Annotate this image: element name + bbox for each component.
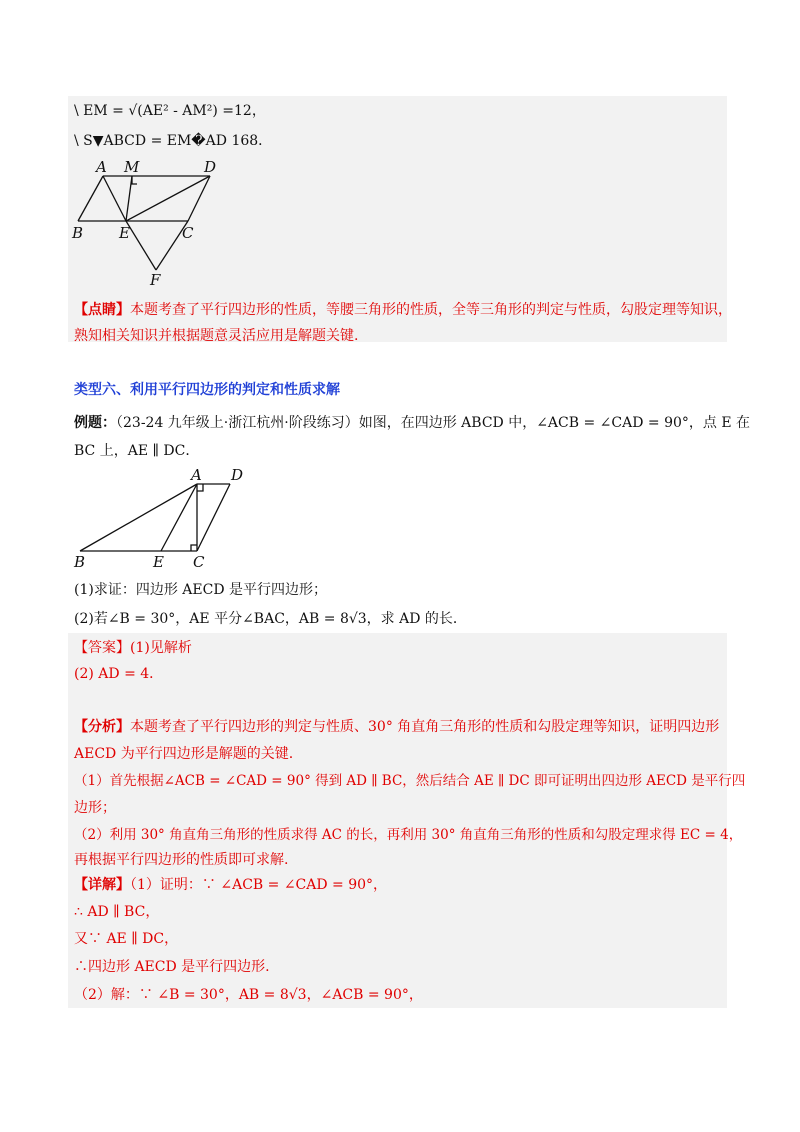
question-1: (1)求证：四边形 AECD 是平行四边形； — [74, 582, 327, 598]
segment-dc — [197, 484, 230, 551]
parallelogram-figure-1 — [70, 158, 220, 286]
label-a: A — [191, 466, 202, 484]
segment-ed — [126, 176, 210, 221]
label-f: F — [150, 271, 161, 286]
label-d: D — [204, 158, 217, 176]
label-d: D — [231, 466, 244, 484]
solution-block-2 — [68, 633, 727, 1008]
label-b: B — [74, 553, 86, 571]
label-e: E — [153, 553, 164, 571]
label-b: B — [72, 224, 84, 242]
example-line-2: BC 上，AE ∥ DC． — [74, 443, 200, 459]
segment-mt — [126, 176, 132, 221]
analysis-line-5: （2）利用 30° 角直角三角形的性质求得 AC 的长，再利用 30° 角直角三角形的性质和勾股定理求得 EC = 4， — [74, 827, 743, 843]
label-m: M — [124, 158, 140, 176]
detail-line-4: ∴四边形 AECD 是平行四边形. — [74, 959, 270, 975]
right-angle-mark-a — [197, 484, 203, 491]
segment-ab — [78, 176, 103, 221]
segment-dc — [188, 176, 210, 221]
label-c: C — [193, 553, 205, 571]
question-2: (2)若∠B = 30°，AE 平分∠BAC，AB = 8√3，求 AD 的长． — [74, 611, 467, 627]
analysis-line-3: （1）首先根据∠ACB = ∠CAD = 90° 得到 AD ∥ BC，然后结合 AE ∥ DC 即可证明出四边形 AECD 是平行四 — [74, 773, 746, 789]
label-e: E — [119, 224, 130, 242]
equation-em: \ EM = √(AE² - AM²) =12， — [74, 103, 266, 119]
analysis-line-4: 边形； — [74, 800, 116, 816]
segment-ae — [103, 176, 126, 221]
quadrilateral-figure-2 — [70, 464, 260, 574]
answer-line-1: 【答案】(1)见解析 — [74, 640, 192, 656]
label-c: C — [182, 224, 194, 242]
segment-ef — [126, 221, 156, 270]
equation-area: \ S▼ABCD = EM�AD 168． — [74, 133, 273, 149]
analysis-line-2: AECD 为平行四边形是解题的关键. — [74, 746, 294, 762]
analysis-line-6: 再根据平行四边形的性质即可求解. — [74, 852, 289, 868]
detail-line-1: 【详解】（1）证明：∵ ∠ACB = ∠CAD = 90°， — [74, 877, 388, 893]
right-angle-mark — [132, 176, 137, 184]
example-line-1: 例题：（23-24 九年级上·浙江杭州·阶段练习）如图，在四边形 ABCD 中，∠ACB = ∠CAD = 90°，点 E 在 — [74, 415, 751, 431]
analysis-line-1: 【分析】本题考查了平行四边形的判定与性质、30° 角直角三角形的性质和勾股定理等知识，证明四边形 — [74, 719, 720, 735]
section-heading: 类型六、利用平行四边形的判定和性质求解 — [74, 382, 340, 398]
answer-line-2: (2) AD = 4． — [74, 666, 164, 682]
detail-line-2: ∴ AD ∥ BC， — [74, 904, 160, 920]
detail-line-3: 又∵ AE ∥ DC， — [74, 931, 179, 947]
note-line-2: 熟知相关知识并根据题意灵活应用是解题关键. — [74, 328, 359, 344]
note-line-1: 【点睛】本题考查了平行四边形的性质，等腰三角形的性质，全等三角形的判定与性质，勾股定理等知识， — [74, 302, 732, 318]
right-angle-mark-c — [191, 545, 197, 551]
label-a: A — [96, 158, 107, 176]
detail-line-5: （2）解：∵ ∠B = 30°，AB = 8√3，∠ACB = 90°， — [74, 987, 423, 1003]
